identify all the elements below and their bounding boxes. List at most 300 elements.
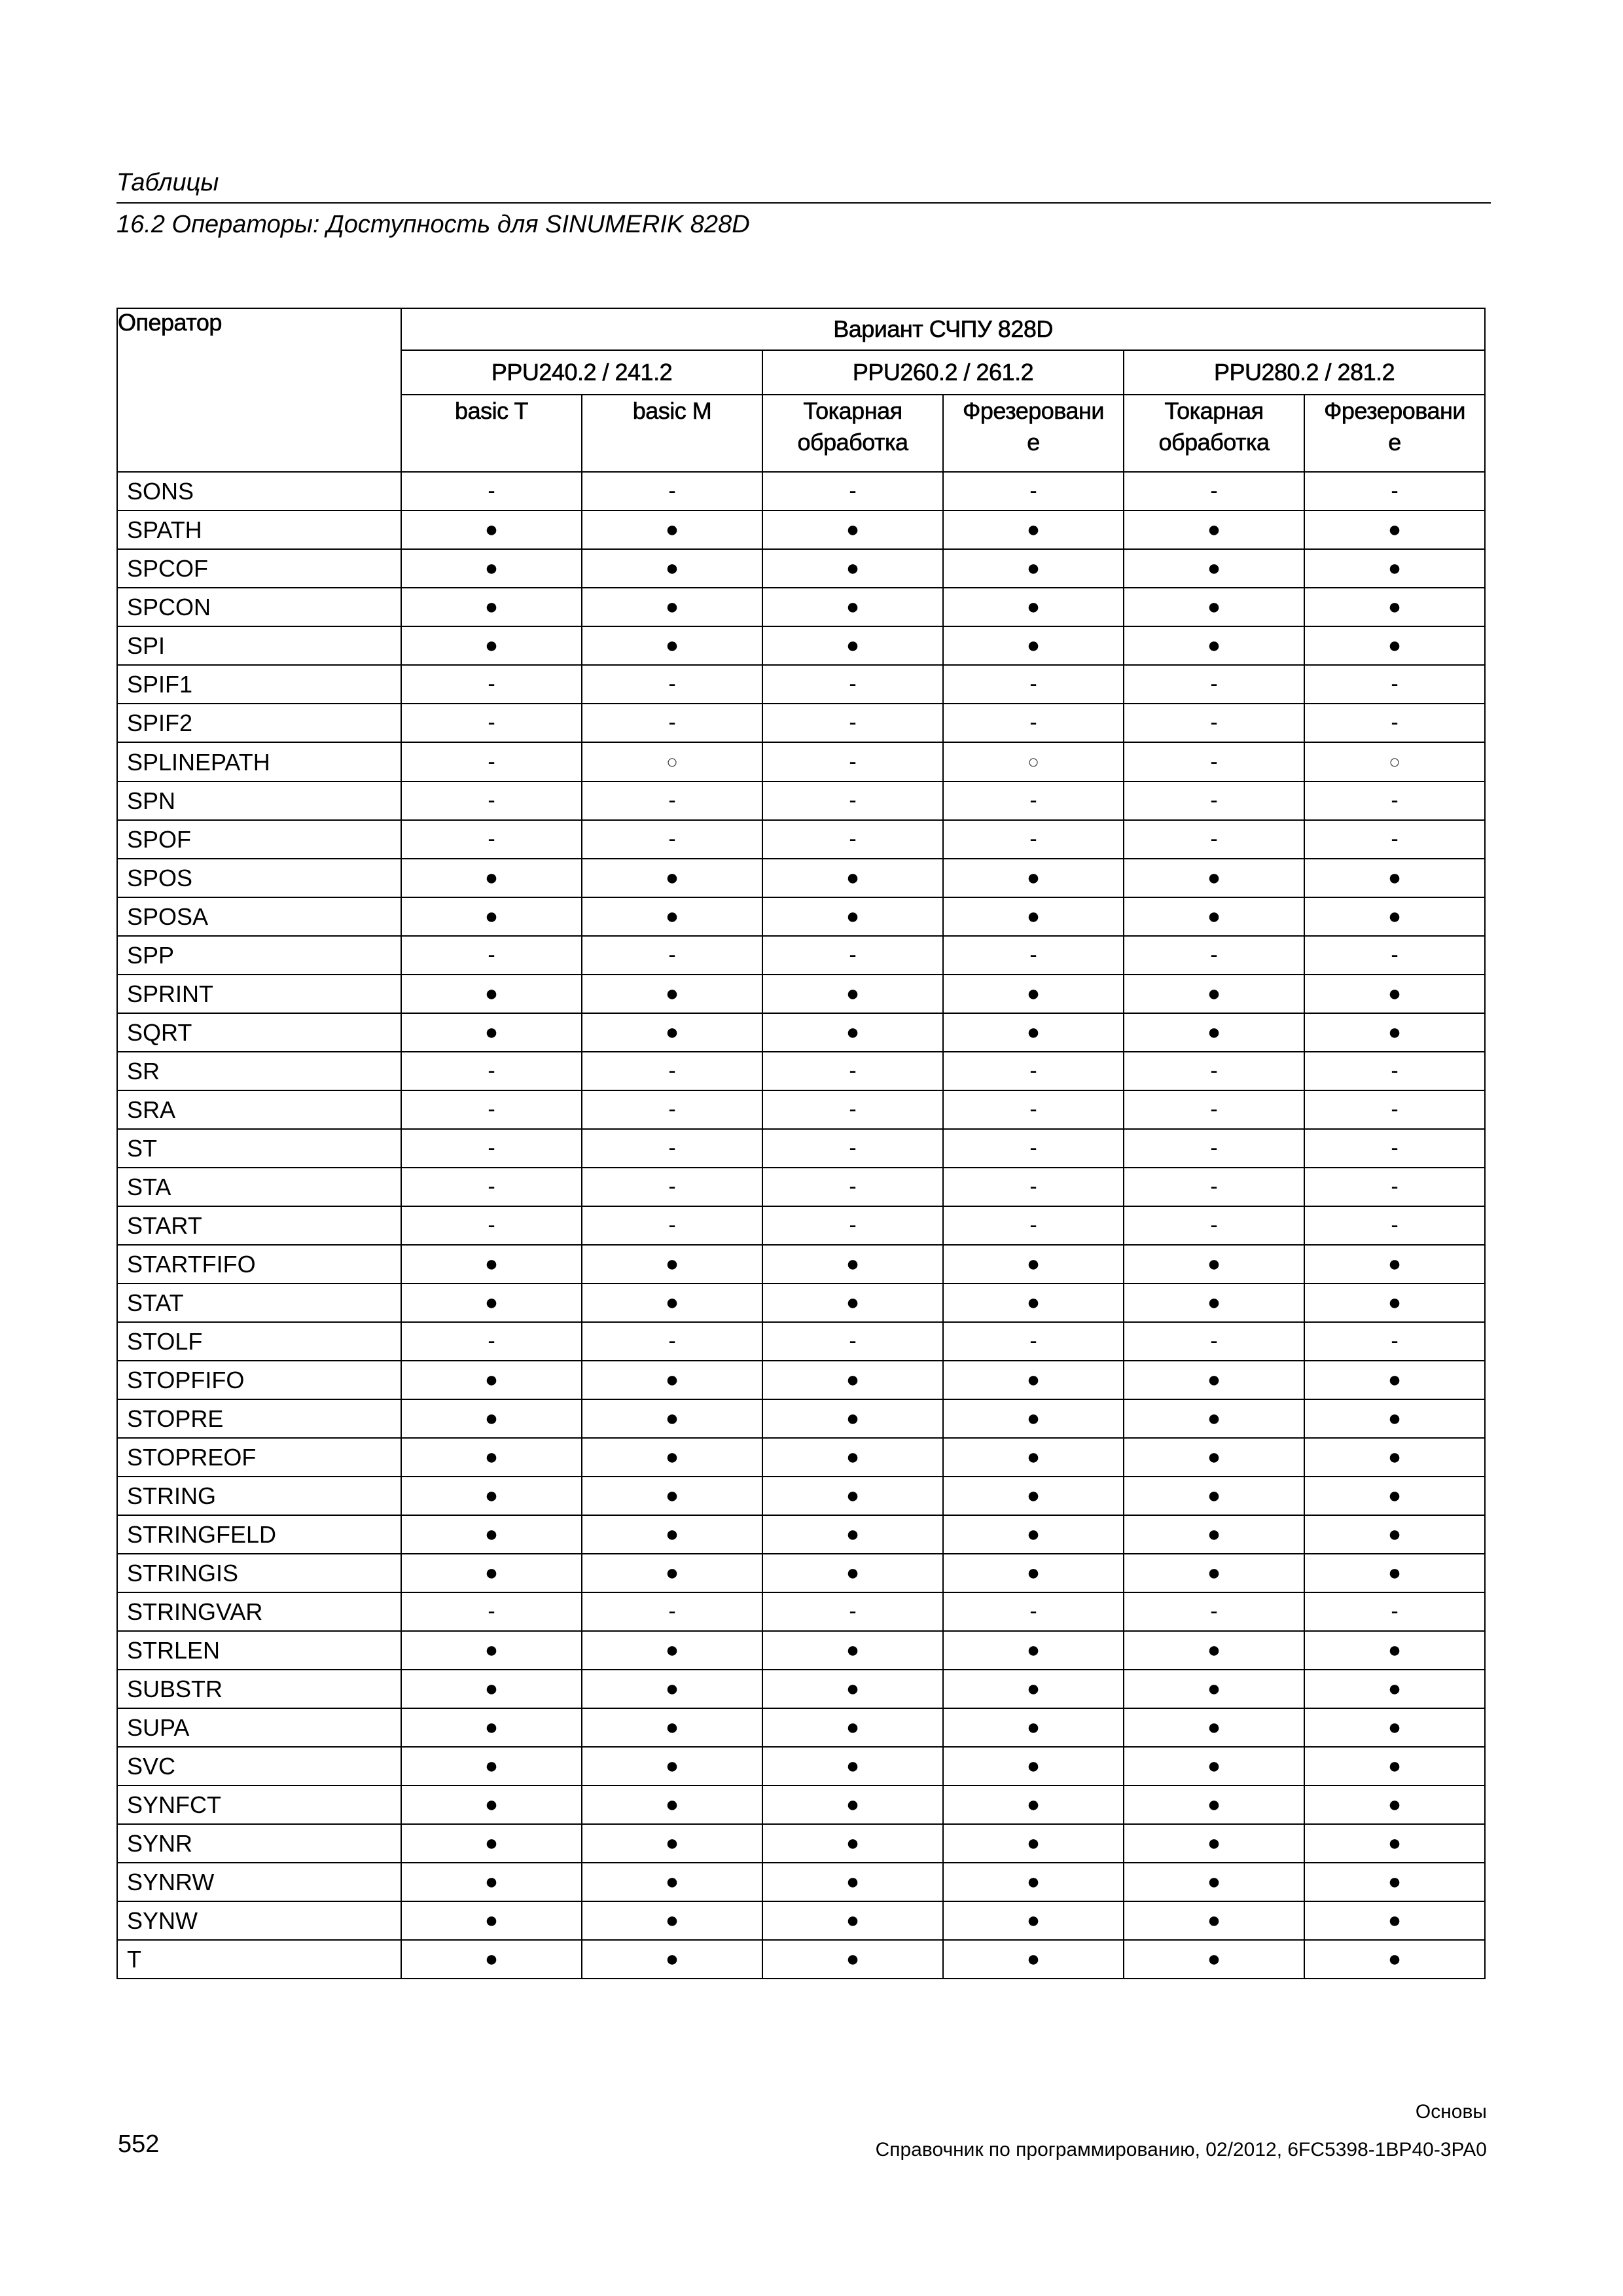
operator-name: SR <box>117 1052 401 1090</box>
variant-subheader-line: basic M <box>632 397 712 424</box>
variant-subheader-line: е <box>1388 429 1401 456</box>
operator-column-header: Оператор <box>117 308 401 472</box>
availability-mark <box>1124 1824 1304 1863</box>
availability-mark <box>401 975 582 1013</box>
variant-subheader <box>582 395 762 472</box>
availability-mark <box>943 1747 1124 1785</box>
availability-mark <box>943 1206 1124 1245</box>
availability-mark <box>1124 511 1304 549</box>
availability-mark <box>1124 588 1304 626</box>
available-mark: ● <box>846 1483 860 1508</box>
availability-mark <box>943 1129 1124 1168</box>
ppu-group-header: PPU260.2 / 261.2 <box>762 350 1124 395</box>
availability-mark <box>943 1670 1124 1708</box>
availability-mark <box>762 588 943 626</box>
operator-name: START <box>117 1206 401 1245</box>
availability-mark <box>762 626 943 665</box>
availability-mark <box>582 1399 762 1438</box>
available-mark: ● <box>484 517 499 542</box>
availability-mark <box>762 1785 943 1824</box>
availability-mark <box>943 549 1124 588</box>
available-mark: ● <box>846 594 860 619</box>
available-mark: ● <box>1026 1290 1041 1315</box>
available-mark: ● <box>665 517 679 542</box>
operator-name: SYNW <box>117 1901 401 1940</box>
availability-mark <box>582 1168 762 1206</box>
availability-mark <box>401 742 582 781</box>
table-row <box>117 859 1485 897</box>
availability-mark <box>582 1052 762 1090</box>
available-mark: ● <box>1026 594 1041 619</box>
available-mark: ● <box>1026 1715 1041 1740</box>
availability-mark <box>1124 1940 1304 1979</box>
available-mark: ● <box>846 1406 860 1431</box>
availability-mark <box>401 1322 582 1361</box>
available-mark: ● <box>484 1444 499 1469</box>
variant-subheader-line: обработка <box>1158 429 1270 456</box>
availability-mark <box>401 1554 582 1592</box>
available-mark: ● <box>1387 1946 1402 1971</box>
availability-mark <box>582 626 762 665</box>
available-mark: ● <box>1207 1251 1221 1276</box>
table-row <box>117 1824 1485 1863</box>
available-mark: ● <box>665 1444 679 1469</box>
availability-mark <box>1124 1901 1304 1940</box>
not-available-mark: - <box>1029 1174 1037 1199</box>
table-row <box>117 742 1485 781</box>
available-mark: ● <box>846 1715 860 1740</box>
operator-name: SYNFCT <box>117 1785 401 1824</box>
availability-mark <box>582 1901 762 1940</box>
available-mark: ● <box>1026 633 1041 658</box>
available-mark: ● <box>1207 1560 1221 1585</box>
availability-mark <box>401 820 582 859</box>
availability-mark <box>1304 704 1485 742</box>
variant-subheader <box>1304 395 1485 472</box>
table-row <box>117 1245 1485 1283</box>
availability-mark <box>762 1052 943 1090</box>
not-available-mark: - <box>849 672 857 696</box>
available-mark: ● <box>1387 981 1402 1006</box>
not-available-mark: - <box>1391 710 1399 735</box>
not-available-mark: - <box>668 1174 676 1199</box>
availability-mark <box>762 781 943 820</box>
availability-mark <box>582 511 762 549</box>
not-available-mark: - <box>1391 1174 1399 1199</box>
availability-mark <box>401 936 582 975</box>
availability-mark <box>762 1245 943 1283</box>
availability-mark <box>401 781 582 820</box>
operator-name: SPOS <box>117 859 401 897</box>
availability-mark <box>582 1245 762 1283</box>
availability-mark <box>762 1592 943 1631</box>
table-row <box>117 1708 1485 1747</box>
availability-mark <box>1124 975 1304 1013</box>
not-available-mark: - <box>488 710 495 735</box>
not-available-mark: - <box>1391 1599 1399 1624</box>
not-available-mark: - <box>488 749 495 774</box>
not-available-mark: - <box>488 672 495 696</box>
not-available-mark: - <box>668 710 676 735</box>
not-available-mark: - <box>1029 710 1037 735</box>
not-available-mark: - <box>849 1213 857 1238</box>
availability-mark <box>943 1631 1124 1670</box>
availability-mark <box>582 549 762 588</box>
availability-mark <box>582 897 762 936</box>
available-mark: ● <box>846 633 860 658</box>
table-row <box>117 1090 1485 1129</box>
availability-mark <box>1124 936 1304 975</box>
not-available-mark: - <box>1210 749 1218 774</box>
availability-mark <box>1124 1013 1304 1052</box>
availability-mark <box>762 1631 943 1670</box>
available-mark: ● <box>1387 517 1402 542</box>
availability-mark <box>1124 781 1304 820</box>
available-mark: ● <box>846 1251 860 1276</box>
availability-mark <box>1124 1477 1304 1515</box>
available-mark: ● <box>846 1444 860 1469</box>
available-mark: ● <box>1026 1367 1041 1392</box>
available-mark: ● <box>846 1908 860 1933</box>
availability-mark <box>762 1901 943 1940</box>
not-available-mark: - <box>1210 827 1218 852</box>
availability-mark <box>943 1592 1124 1631</box>
available-mark: ● <box>846 556 860 581</box>
available-mark: ● <box>1387 1869 1402 1894</box>
not-available-mark: - <box>668 1097 676 1122</box>
availability-mark <box>1124 897 1304 936</box>
available-mark: ● <box>665 1560 679 1585</box>
available-mark: ● <box>484 1869 499 1894</box>
available-mark: ● <box>484 1946 499 1971</box>
not-available-mark: - <box>1391 672 1399 696</box>
available-mark: ● <box>484 1676 499 1701</box>
available-mark: ● <box>1026 1676 1041 1701</box>
not-available-mark: - <box>849 478 857 503</box>
availability-mark <box>762 1824 943 1863</box>
availability-mark <box>1304 1631 1485 1670</box>
variant-subheader <box>1124 395 1304 472</box>
availability-mark <box>582 1708 762 1747</box>
availability-mark <box>762 820 943 859</box>
not-available-mark: - <box>1391 478 1399 503</box>
available-mark: ● <box>665 1406 679 1431</box>
not-available-mark: - <box>1029 1599 1037 1624</box>
available-mark: ● <box>846 1522 860 1547</box>
available-mark: ● <box>665 904 679 929</box>
available-mark: ● <box>665 594 679 619</box>
available-mark: ● <box>1387 594 1402 619</box>
availability-mark <box>1124 1090 1304 1129</box>
available-mark: ● <box>846 1020 860 1045</box>
available-mark: ● <box>1387 1908 1402 1933</box>
availability-mark <box>943 1283 1124 1322</box>
table-row <box>117 704 1485 742</box>
available-mark: ● <box>1207 1367 1221 1392</box>
available-mark: ● <box>1026 865 1041 890</box>
available-mark: ● <box>1207 1638 1221 1662</box>
availability-mark <box>943 1940 1124 1979</box>
available-mark: ● <box>484 1560 499 1585</box>
available-mark: ● <box>665 1792 679 1817</box>
table-row <box>117 1477 1485 1515</box>
availability-mark <box>582 1477 762 1515</box>
availability-mark <box>762 1515 943 1554</box>
available-mark: ● <box>1026 1753 1041 1778</box>
availability-mark <box>401 897 582 936</box>
availability-mark <box>943 1554 1124 1592</box>
availability-mark <box>1124 1670 1304 1708</box>
availability-mark <box>1124 472 1304 511</box>
not-available-mark: - <box>1210 1097 1218 1122</box>
availability-mark <box>762 1322 943 1361</box>
available-mark: ● <box>1387 1792 1402 1817</box>
available-mark: ● <box>1387 1020 1402 1045</box>
chapter-title: Таблицы <box>116 169 219 196</box>
available-mark: ● <box>1207 1792 1221 1817</box>
not-available-mark: - <box>849 710 857 735</box>
availability-mark <box>582 820 762 859</box>
operator-name: STOPFIFO <box>117 1361 401 1399</box>
availability-mark <box>1124 665 1304 704</box>
availability-mark <box>1304 781 1485 820</box>
availability-mark <box>1124 1399 1304 1438</box>
available-mark: ● <box>484 981 499 1006</box>
operator-name: SPCOF <box>117 549 401 588</box>
availability-mark <box>401 511 582 549</box>
operator-name: SUBSTR <box>117 1670 401 1708</box>
variant-subheader-line: обработка <box>797 429 908 456</box>
availability-mark <box>1304 1283 1485 1322</box>
available-mark: ● <box>1207 594 1221 619</box>
table-row <box>117 781 1485 820</box>
not-available-mark: - <box>1210 478 1218 503</box>
not-available-mark: - <box>1391 1058 1399 1083</box>
availability-mark <box>762 897 943 936</box>
available-mark: ● <box>484 1908 499 1933</box>
available-mark: ● <box>846 1638 860 1662</box>
availability-mark <box>401 472 582 511</box>
not-available-mark: - <box>668 1599 676 1624</box>
operator-name: SPIF1 <box>117 665 401 704</box>
availability-mark <box>1304 1670 1485 1708</box>
available-mark: ● <box>1387 633 1402 658</box>
available-mark: ● <box>1026 517 1041 542</box>
availability-mark <box>1304 1206 1485 1245</box>
available-mark: ● <box>1207 1020 1221 1045</box>
operator-name: STOPREOF <box>117 1438 401 1477</box>
availability-mark <box>401 1901 582 1940</box>
availability-mark <box>1304 472 1485 511</box>
available-mark: ● <box>1026 556 1041 581</box>
availability-mark <box>1304 511 1485 549</box>
operator-name: STA <box>117 1168 401 1206</box>
operator-name: SPIF2 <box>117 704 401 742</box>
not-available-mark: - <box>488 1058 495 1083</box>
availability-mark <box>582 1670 762 1708</box>
availability-mark <box>401 626 582 665</box>
available-mark: ● <box>665 1908 679 1933</box>
availability-mark <box>943 859 1124 897</box>
availability-mark <box>401 1708 582 1747</box>
available-mark: ● <box>484 633 499 658</box>
available-mark: ● <box>665 1638 679 1662</box>
available-mark: ● <box>665 1753 679 1778</box>
availability-mark <box>582 1747 762 1785</box>
table-row <box>117 665 1485 704</box>
availability-mark <box>1124 820 1304 859</box>
availability-mark <box>943 936 1124 975</box>
not-available-mark: - <box>668 1136 676 1160</box>
availability-mark <box>762 1863 943 1901</box>
availability-mark <box>401 1940 582 1979</box>
available-mark: ● <box>846 1290 860 1315</box>
not-available-mark: - <box>668 478 676 503</box>
availability-mark <box>762 1438 943 1477</box>
table-row <box>117 549 1485 588</box>
table-row <box>117 1438 1485 1477</box>
availability-mark <box>1124 1708 1304 1747</box>
available-mark: ● <box>1026 981 1041 1006</box>
table-row <box>117 936 1485 975</box>
available-mark: ● <box>665 1367 679 1392</box>
available-mark: ● <box>1207 633 1221 658</box>
available-mark: ● <box>846 1367 860 1392</box>
availability-mark <box>401 1631 582 1670</box>
available-mark: ● <box>484 1792 499 1817</box>
availability-mark <box>582 1592 762 1631</box>
variant-subheader-line: е <box>1027 429 1040 456</box>
table-row <box>117 1322 1485 1361</box>
available-mark: ● <box>1207 1406 1221 1431</box>
availability-mark <box>1304 1438 1485 1477</box>
availability-mark <box>943 1824 1124 1863</box>
available-mark: ● <box>484 904 499 929</box>
availability-mark <box>762 511 943 549</box>
availability-mark <box>762 549 943 588</box>
not-available-mark: - <box>488 478 495 503</box>
availability-mark <box>1304 936 1485 975</box>
availability-mark <box>1304 1361 1485 1399</box>
availability-mark <box>1124 549 1304 588</box>
availability-mark <box>582 1322 762 1361</box>
option-mark: ○ <box>1388 751 1401 773</box>
not-available-mark: - <box>1029 672 1037 696</box>
not-available-mark: - <box>1210 710 1218 735</box>
table-row <box>117 472 1485 511</box>
availability-mark <box>1124 1361 1304 1399</box>
table-row <box>117 1129 1485 1168</box>
availability-mark <box>1304 1090 1485 1129</box>
available-mark: ● <box>1026 1831 1041 1856</box>
operator-name: SYNR <box>117 1824 401 1863</box>
availability-mark <box>1304 1785 1485 1824</box>
operator-name: SVC <box>117 1747 401 1785</box>
availability-mark <box>401 588 582 626</box>
table-row <box>117 1747 1485 1785</box>
availability-mark <box>762 859 943 897</box>
not-available-mark: - <box>849 942 857 967</box>
availability-mark <box>762 1168 943 1206</box>
available-mark: ● <box>1026 1406 1041 1431</box>
available-mark: ● <box>846 1946 860 1971</box>
not-available-mark: - <box>1029 1329 1037 1354</box>
availability-mark <box>1124 1206 1304 1245</box>
availability-mark <box>582 781 762 820</box>
available-mark: ● <box>1387 1638 1402 1662</box>
table-row <box>117 626 1485 665</box>
availability-mark <box>1304 742 1485 781</box>
available-mark: ● <box>1207 1676 1221 1701</box>
availability-mark <box>762 1940 943 1979</box>
availability-mark <box>943 472 1124 511</box>
operator-name: SYNRW <box>117 1863 401 1901</box>
availability-mark <box>943 1438 1124 1477</box>
availability-mark <box>1124 859 1304 897</box>
not-available-mark: - <box>1029 788 1037 813</box>
availability-mark <box>1304 1399 1485 1438</box>
availability-mark <box>762 1708 943 1747</box>
availability-mark <box>943 1013 1124 1052</box>
availability-mark <box>1304 1168 1485 1206</box>
variant-subheader <box>762 395 943 472</box>
not-available-mark: - <box>1210 1058 1218 1083</box>
available-mark: ● <box>846 1869 860 1894</box>
availability-mark <box>582 1940 762 1979</box>
option-mark: ○ <box>666 751 679 773</box>
not-available-mark: - <box>1210 1329 1218 1354</box>
availability-mark <box>943 1245 1124 1283</box>
availability-mark <box>401 1129 582 1168</box>
availability-mark <box>943 1168 1124 1206</box>
not-available-mark: - <box>668 827 676 852</box>
availability-mark <box>1304 1322 1485 1361</box>
availability-mark <box>582 975 762 1013</box>
availability-mark <box>943 704 1124 742</box>
available-mark: ● <box>665 556 679 581</box>
table-row <box>117 897 1485 936</box>
not-available-mark: - <box>1391 788 1399 813</box>
not-available-mark: - <box>1210 1599 1218 1624</box>
availability-mark <box>1124 1052 1304 1090</box>
available-mark: ● <box>665 1522 679 1547</box>
availability-mark <box>943 1708 1124 1747</box>
available-mark: ● <box>665 1676 679 1701</box>
table-row <box>117 1592 1485 1631</box>
not-available-mark: - <box>668 788 676 813</box>
availability-mark <box>1304 588 1485 626</box>
not-available-mark: - <box>488 827 495 852</box>
available-mark: ● <box>1387 1290 1402 1315</box>
availability-mark <box>582 1554 762 1592</box>
not-available-mark: - <box>1391 1097 1399 1122</box>
availability-mark <box>1304 1013 1485 1052</box>
table-row <box>117 588 1485 626</box>
operator-name: SPOF <box>117 820 401 859</box>
not-available-mark: - <box>1210 942 1218 967</box>
availability-mark <box>762 742 943 781</box>
availability-mark <box>1304 1515 1485 1554</box>
available-mark: ● <box>1387 1831 1402 1856</box>
availability-mark <box>1304 1592 1485 1631</box>
availability-mark <box>401 549 582 588</box>
not-available-mark: - <box>1210 1213 1218 1238</box>
available-mark: ● <box>1207 1522 1221 1547</box>
availability-mark <box>1124 1168 1304 1206</box>
operator-name: SPCON <box>117 588 401 626</box>
operator-name: SPRINT <box>117 975 401 1013</box>
variant-subheader-line: Токарная <box>803 397 902 424</box>
